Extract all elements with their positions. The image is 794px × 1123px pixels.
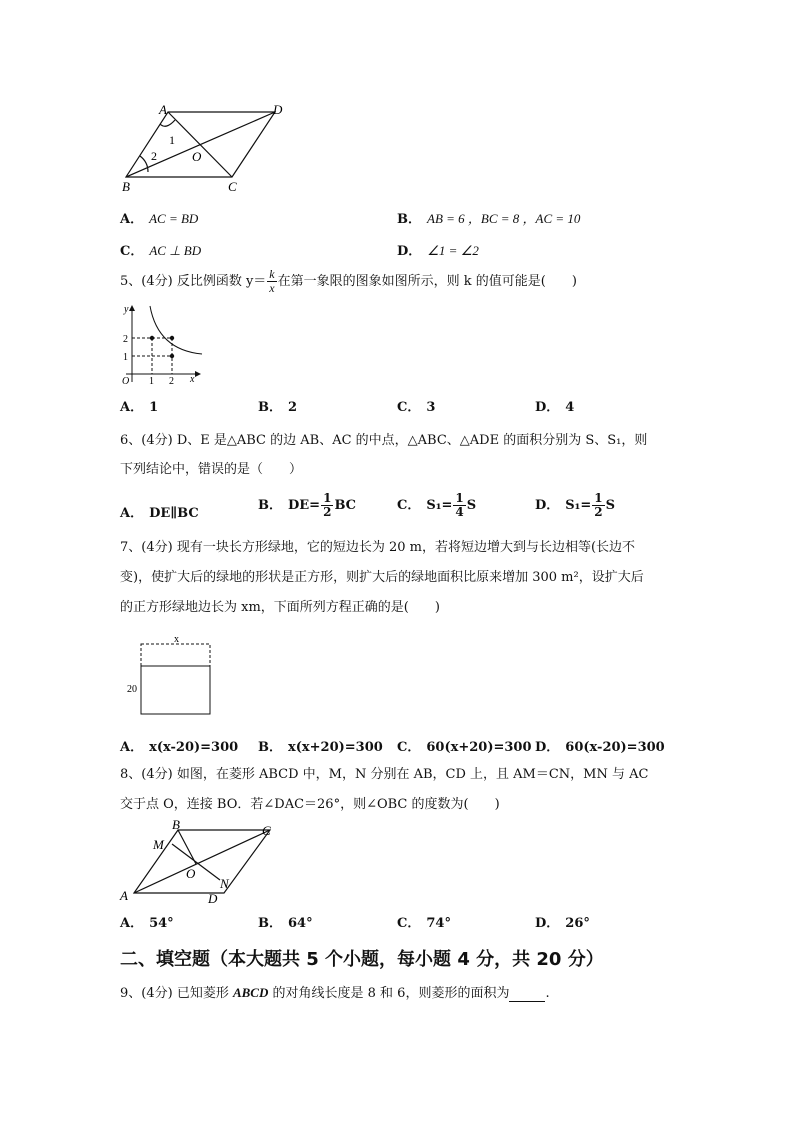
q5-hyperbola-curve	[150, 306, 202, 354]
q5-point-2-1	[170, 354, 174, 358]
q7-option-d: D． 60(x-20)=300	[535, 740, 665, 755]
q6-option-d: D． S₁= $\frac{1}{2}$ S	[535, 491, 616, 519]
q4-option-a: A． AC = BD	[120, 211, 199, 227]
q7-label-x: x	[174, 634, 179, 645]
q5-label-y: y	[124, 304, 129, 315]
q7-option-c: C． 60(x+20)=300	[397, 740, 532, 755]
q4-option-d: D． ∠1 = ∠2	[397, 243, 479, 259]
q4-label-a: A	[159, 102, 167, 117]
q5-point-2-2	[170, 336, 174, 340]
q8-option-c: C． 74°	[397, 916, 451, 931]
q4-label-o: O	[192, 149, 202, 164]
q9-rhombus-name: ABCD	[232, 985, 269, 1000]
q6-stem-line1: 6、(4分) D、E 是△ABC 的边 AB、AC 的中点，△ABC、△ADE 的面积分别为 S、S₁，则	[120, 433, 648, 448]
q4-label-d: D	[273, 102, 283, 117]
q5-stem: 5、(4分) 反比例函数 y＝ $\frac{k}{x}$ 在第一象限的图象如图所示，则 k 的值可能是( )	[120, 267, 577, 295]
q8-label-b: B	[172, 817, 180, 832]
q4-option-b: B． AB = 6 ，BC = 8 ，AC = 10	[397, 211, 581, 227]
q5-option-b: B． 2	[258, 400, 298, 415]
q8-label-a: A	[120, 888, 128, 903]
q4-label-c: C	[228, 179, 237, 194]
q6-stem-line2: 下列结论中，错误的是（ ）	[120, 462, 303, 477]
q7-original-rectangle	[141, 666, 210, 714]
q5-label-x1: 1	[149, 376, 154, 387]
q5-label-x: x	[190, 374, 195, 385]
q8-label-d: D	[208, 891, 218, 906]
q8-stem-line1: 8、(4分) 如图，在菱形 ABCD 中，M，N 分别在 AB，CD 上，且 AM＝CN，MN 与 AC	[120, 767, 649, 782]
q9-stem: 9、(4分) 已知菱形 ABCD 的对角线长度是 8 和 6，则菱形的面积为 .	[120, 985, 550, 1001]
q8-stem-line2: 交于点 O，连接 BO．若∠DAC＝26°，则∠OBC 的度数为( )	[120, 797, 500, 812]
q4-label-angle1: 1	[169, 133, 175, 147]
q4-option-c: C． AC ⊥ BD	[120, 243, 202, 259]
q4-diagonal-bd	[126, 112, 275, 177]
q5-option-d: D． 4	[535, 400, 575, 415]
q9-answer-blank[interactable]	[509, 989, 545, 1002]
q8-option-b: B． 64°	[258, 916, 313, 931]
q5-option-c: C． 3	[397, 400, 436, 415]
q7-label-20: 20	[127, 684, 137, 695]
q6-option-a: A． DE∥BC	[120, 506, 199, 521]
q8-label-c: C	[262, 823, 271, 838]
q8-option-d: D． 26°	[535, 916, 590, 931]
q7-option-a: A． x(x-20)=300	[120, 740, 239, 755]
q8-segment-mn	[172, 844, 220, 880]
q5-point-1-2	[150, 336, 154, 340]
q8-label-n: N	[220, 876, 229, 891]
q5-label-x2: 2	[169, 376, 174, 387]
q6-option-b: B． DE= $\frac{1}{2}$ BC	[258, 491, 357, 519]
q8-segment-bo	[178, 830, 196, 864]
q8-label-m: M	[153, 837, 164, 852]
q7-rectangle-figure	[124, 632, 224, 718]
q5-option-a: A． 1	[120, 400, 159, 415]
q5-label-y2: 2	[123, 334, 128, 345]
q5-function-graph	[118, 298, 208, 388]
q8-rhombus-figure	[114, 816, 284, 906]
q5-label-origin: O	[122, 376, 130, 387]
q7-extension-dashed	[141, 644, 210, 666]
q7-stem-line3: 的正方形绿地边长为 xm，下面所列方程正确的是( )	[120, 600, 440, 615]
q6-option-c: C． S₁= $\frac{1}{4}$ S	[397, 491, 477, 519]
q4-label-angle2: 2	[151, 149, 157, 163]
q8-option-a: A． 54°	[120, 916, 174, 931]
q7-stem-line2: 变)，使扩大后的绿地的形状是正方形，则扩大后的绿地面积比原来增加 300 m²，设扩大后	[120, 570, 644, 585]
section-2-heading: 二、填空题（本大题共 5 个小题，每小题 4 分，共 20 分）	[120, 949, 604, 970]
q7-stem-line1: 7、(4分) 现有一块长方形绿地，它的短边长为 20 m，若将短边增大到与长边相等(长边不	[120, 540, 636, 555]
q5-fraction: $\frac{k}{x}$	[269, 267, 275, 295]
q5-label-y1: 1	[123, 352, 128, 363]
q4-parallelogram-figure	[110, 100, 310, 195]
q7-option-b: B． x(x+20)=300	[258, 740, 383, 755]
q4-label-b: B	[122, 179, 130, 194]
q8-label-o: O	[186, 866, 196, 881]
